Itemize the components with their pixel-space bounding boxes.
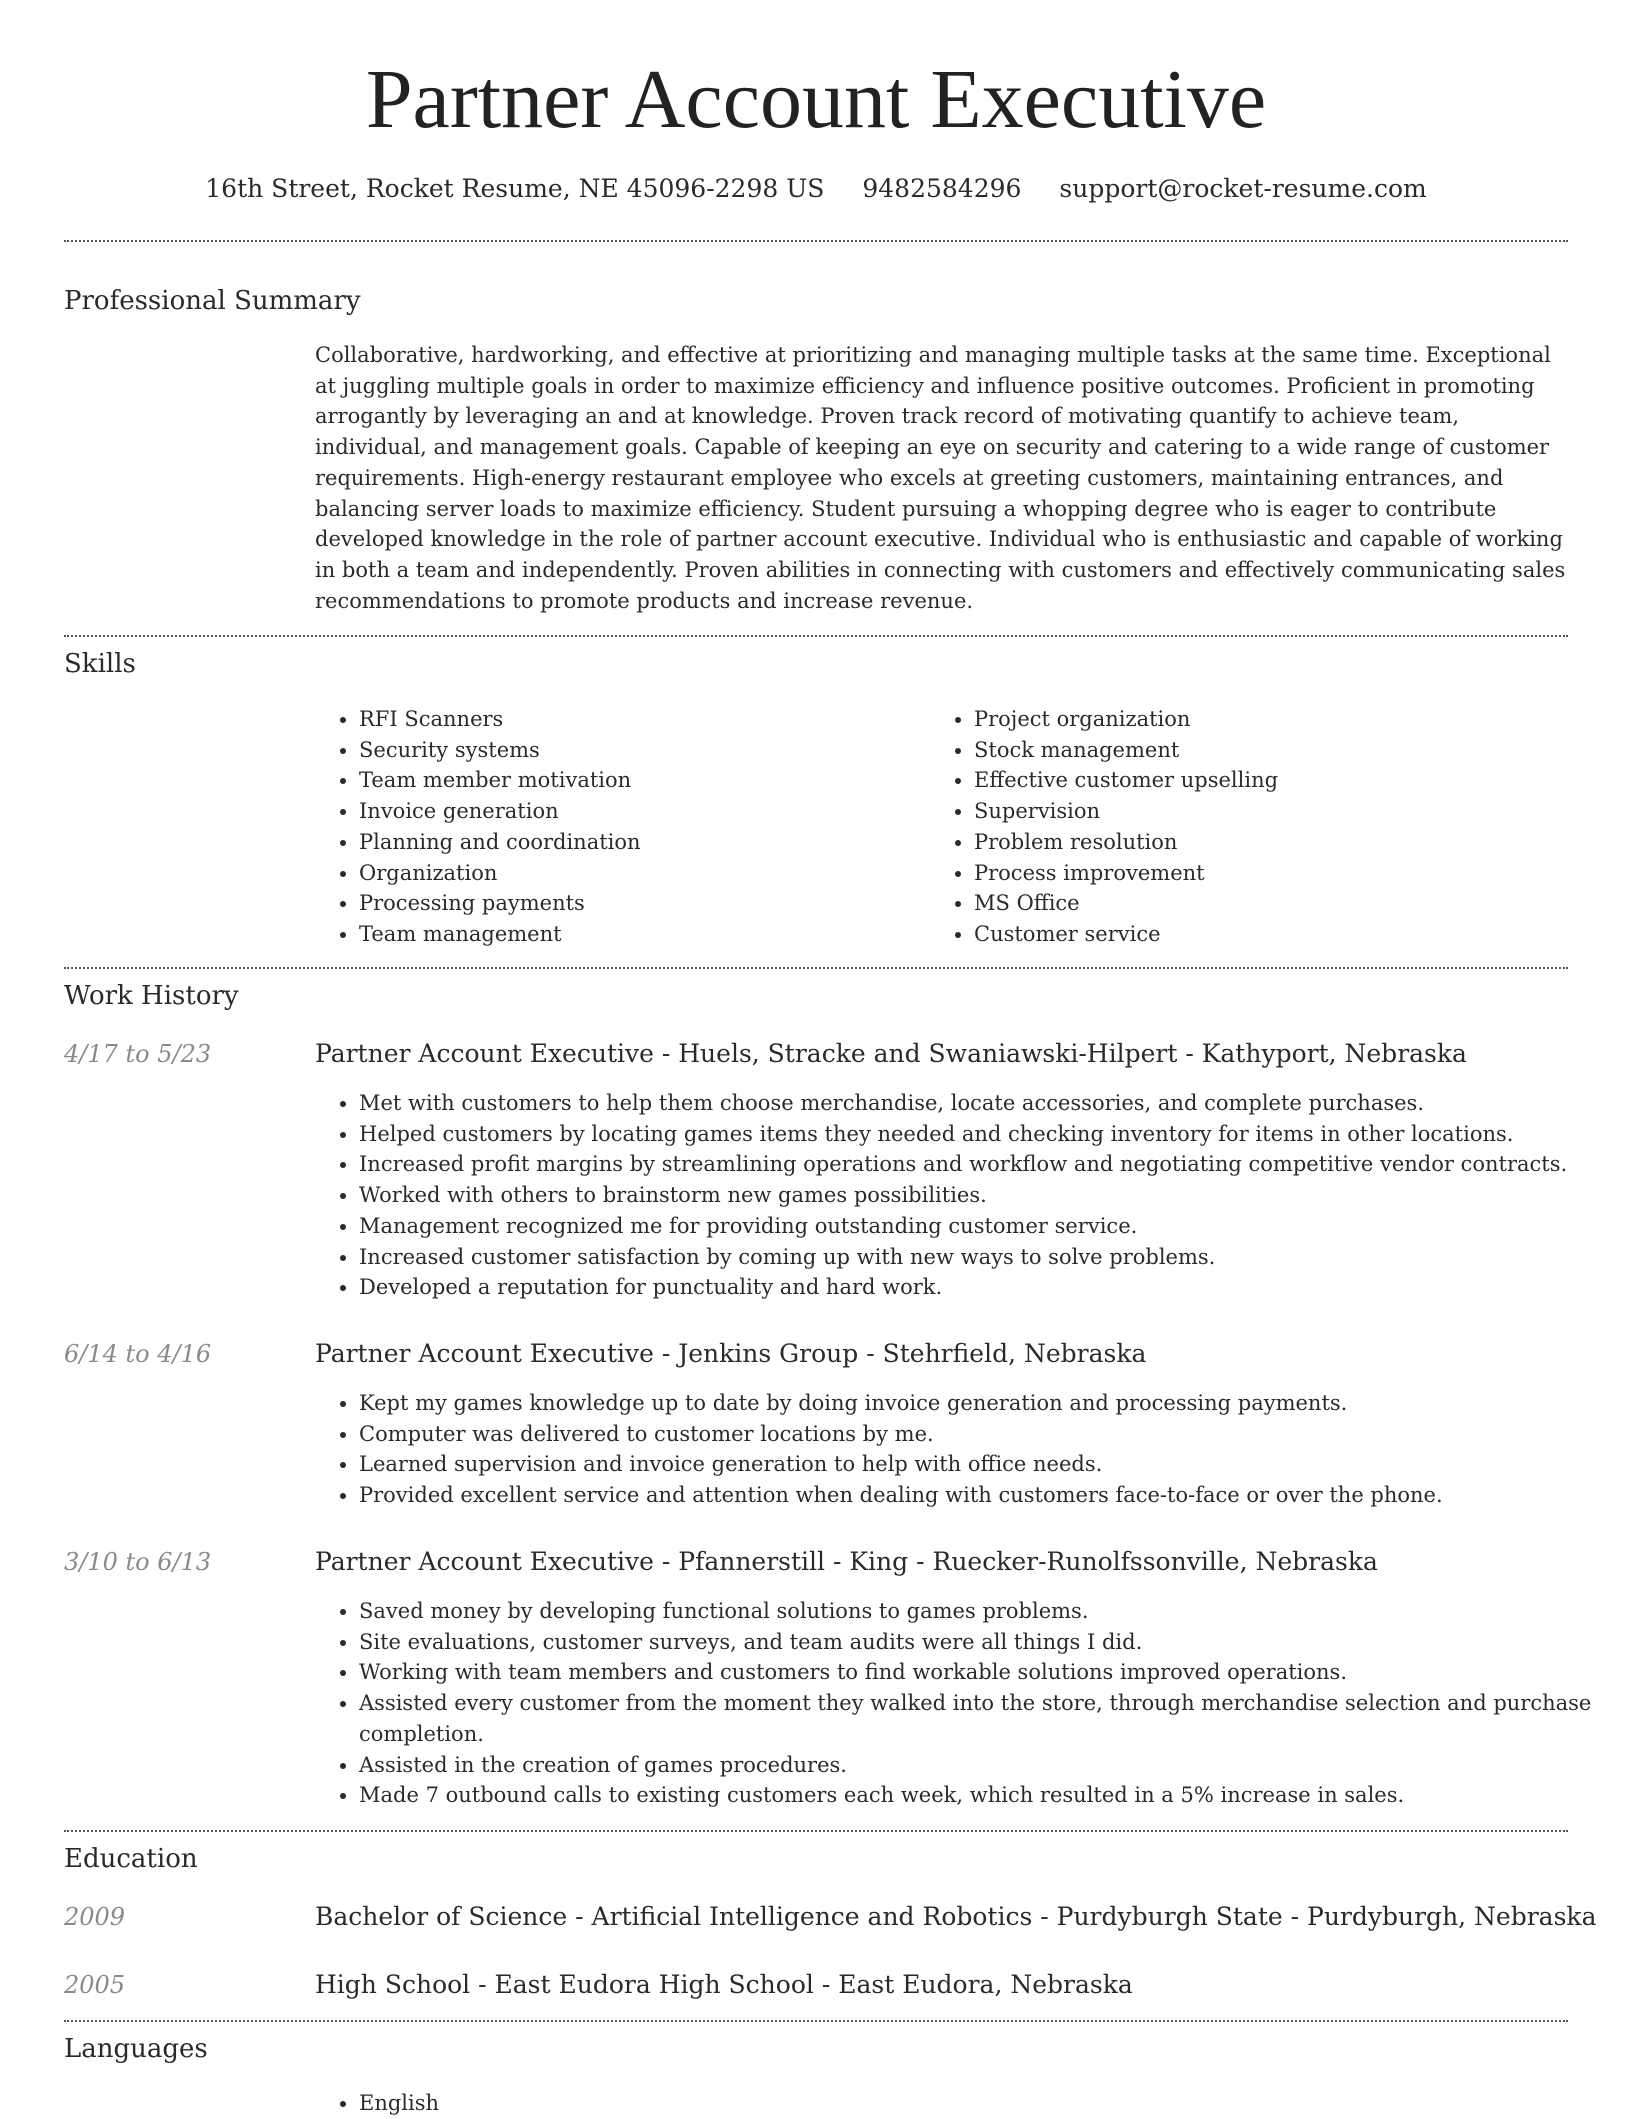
skill-item: • Supervision xyxy=(974,796,1574,827)
skill-item: • Project organization xyxy=(974,704,1574,735)
skills-heading: Skills xyxy=(64,649,136,679)
job-bullet: • Helped customers by locating games items they needed and checking inventory for items in other locations. xyxy=(359,1119,1614,1150)
job-bullet: • Assisted every customer from the moment they walked into the store, through merchandise selection and purchase completion. xyxy=(359,1688,1614,1749)
education-heading: Education xyxy=(64,1844,198,1874)
skills-list-right xyxy=(930,704,1574,950)
job-bullet: • Assisted in the creation of games procedures. xyxy=(359,1750,1614,1781)
job-bullet: • Provided excellent service and attention when dealing with customers face-to-face or over the phone. xyxy=(359,1480,1614,1511)
contact-line xyxy=(0,172,1632,206)
job-bullet: • Met with customers to help them choose merchandise, locate accessories, and complete purchases. xyxy=(359,1088,1614,1119)
job-bullet: • Made 7 outbound calls to existing customers each week, which resulted in a 5% increase in sales. xyxy=(359,1780,1614,1811)
job-title: Partner Account Executive - Huels, Stracke and Swaniawski-Hilpert - Kathyport, Nebraska xyxy=(315,1039,1467,1068)
skill-item: • Stock management xyxy=(974,735,1574,766)
job-bullets xyxy=(315,1388,1614,1511)
job-bullet: • Working with team members and customers to find workable solutions improved operations. xyxy=(359,1657,1614,1688)
skill-item: • Planning and coordination xyxy=(359,827,959,858)
job-bullet: • Saved money by developing functional solutions to games problems. xyxy=(359,1596,1614,1627)
job-bullet: • Kept my games knowledge up to date by doing invoice generation and processing payments. xyxy=(359,1388,1614,1419)
skill-item: • MS Office xyxy=(974,888,1574,919)
job-bullet: • Developed a reputation for punctuality and hard work. xyxy=(359,1272,1614,1303)
skill-item: • Problem resolution xyxy=(974,827,1574,858)
job-dates: 6/14 to 4/16 xyxy=(64,1340,212,1368)
section-divider xyxy=(64,240,1568,242)
job-title: Partner Account Executive - Jenkins Group - Stehrfield, Nebraska xyxy=(315,1339,1147,1368)
job-bullets xyxy=(315,1088,1614,1303)
job-bullet: • Site evaluations, customer surveys, and team audits were all things I did. xyxy=(359,1627,1614,1658)
skills-list-left xyxy=(315,704,959,950)
language-item: • English xyxy=(359,2088,1614,2119)
languages-list xyxy=(315,2088,1614,2119)
skill-item: • Organization xyxy=(359,858,959,889)
job-bullet: • Increased profit margins by streamlining operations and workflow and negotiating competitive vendor contracts. xyxy=(359,1149,1614,1180)
skill-item: • Invoice generation xyxy=(359,796,959,827)
job-bullet: • Increased customer satisfaction by coming up with new ways to solve problems. xyxy=(359,1242,1614,1273)
job-bullet: • Management recognized me for providing outstanding customer service. xyxy=(359,1211,1614,1242)
contact-email: support@rocket-resume.com xyxy=(1059,174,1427,203)
skill-item: • Team management xyxy=(359,919,959,950)
skill-item: • RFI Scanners xyxy=(359,704,959,735)
education-title: High School - East Eudora High School - East Eudora, Nebraska xyxy=(315,1970,1133,1999)
summary-heading: Professional Summary xyxy=(64,286,361,316)
languages-heading: Languages xyxy=(64,2034,208,2064)
job-bullet: • Computer was delivered to customer locations by me. xyxy=(359,1419,1614,1450)
skill-item: • Team member motivation xyxy=(359,765,959,796)
job-bullet: • Worked with others to brainstorm new games possibilities. xyxy=(359,1180,1614,1211)
skill-item: • Processing payments xyxy=(359,888,959,919)
skill-item: • Effective customer upselling xyxy=(974,765,1574,796)
contact-phone: 9482584296 xyxy=(862,174,1022,203)
skill-item: • Process improvement xyxy=(974,858,1574,889)
skill-item: • Security systems xyxy=(359,735,959,766)
job-dates: 4/17 to 5/23 xyxy=(64,1040,212,1068)
education-year: 2009 xyxy=(64,1903,126,1931)
section-divider xyxy=(64,1830,1568,1832)
job-bullets xyxy=(315,1596,1614,1811)
summary-text: Collaborative, hardworking, and effective at prioritizing and managing multiple tasks at the same time. Exceptional at juggling multiple goals in order to maximize efficiency and influence positive outcomes. Proficient in promoting arrogantly by leveraging an and at knowledge. Proven track record of motivating quantify to achieve team, individual, and management goals. Capable of keeping an eye on security and catering to a wide range of customer requirements. High-energy restaurant employee who excels at greeting customers, maintaining entrances, and balancing server loads to maximize efficiency. Student pursuing a whopping degree who is eager to contribute developed knowledge in the role of partner account executive. Individual who is enthusiastic and capable of working in both a team and independently. Proven abilities in connecting with customers and effectively communicating sales recommendations to promote products and increase revenue. xyxy=(315,343,1566,613)
job-dates: 3/10 to 6/13 xyxy=(64,1548,212,1576)
work-heading: Work History xyxy=(64,981,239,1011)
skill-item: • Customer service xyxy=(974,919,1574,950)
education-title: Bachelor of Science - Artificial Intelligence and Robotics - Purdyburgh State - Purdyburgh, Nebraska xyxy=(315,1902,1597,1931)
section-divider xyxy=(64,2020,1568,2022)
section-divider xyxy=(64,635,1568,637)
job-title: Partner Account Executive - Pfannerstill - King - Ruecker-Runolfssonville, Nebraska xyxy=(315,1547,1378,1576)
contact-address: 16th Street, Rocket Resume, NE 45096-2298 US xyxy=(205,174,825,203)
job-bullet: • Learned supervision and invoice generation to help with office needs. xyxy=(359,1449,1614,1480)
section-divider xyxy=(64,967,1568,969)
education-year: 2005 xyxy=(64,1971,126,1999)
resume-title: Partner Account Executive xyxy=(365,53,1267,146)
